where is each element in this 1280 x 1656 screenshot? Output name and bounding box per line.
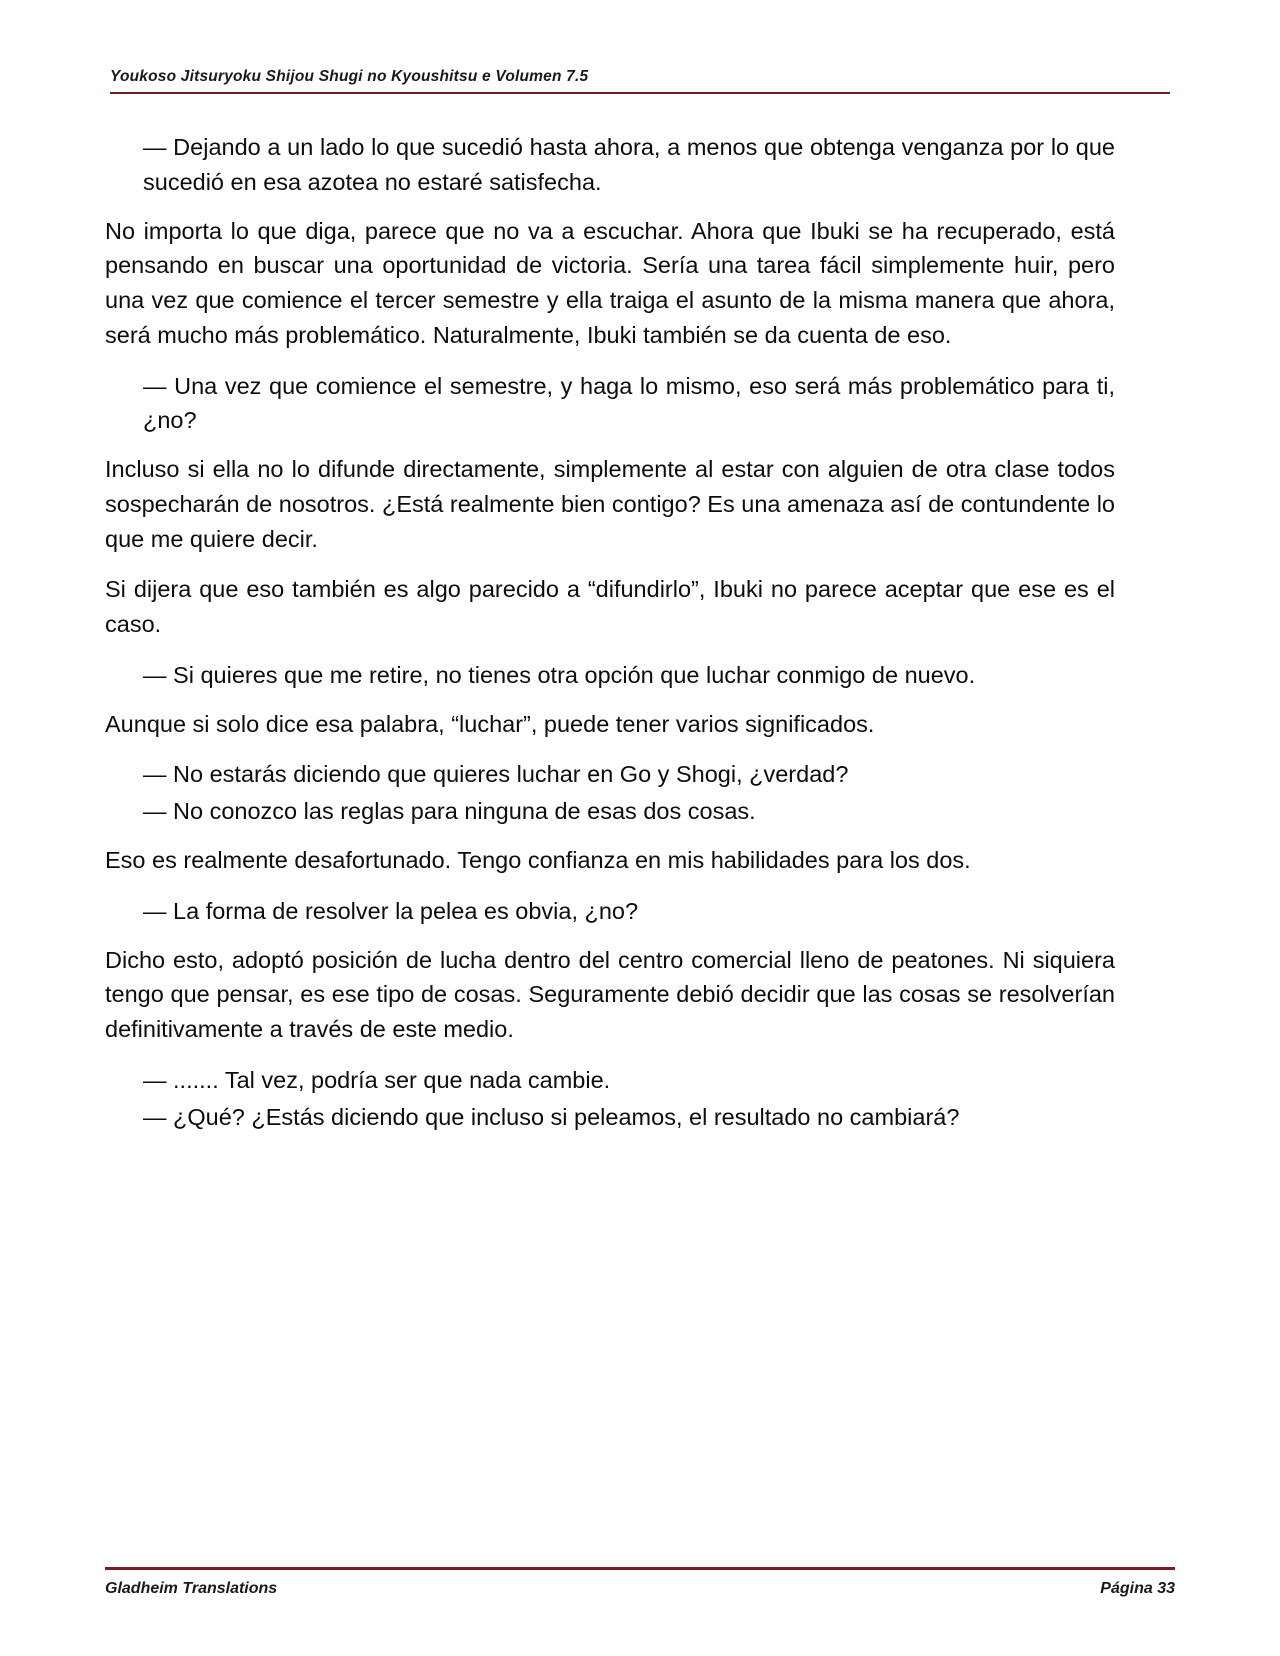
paragraph-dialogue: — Dejando a un lado lo que sucedió hasta ahora, a menos que obtenga venganza por lo que sucedió en esa azotea no estaré satisfecha. <box>143 134 1115 195</box>
footer-row <box>105 1580 1175 1598</box>
paragraph-dialogue: — No conozco las reglas para ninguna de esas dos cosas. <box>143 798 756 825</box>
paragraph-narration: Incluso si ella no lo difunde directamente, simplemente al estar con alguien de otra clase todos sospecharán de nosotros. ¿Está realmente bien contigo? Es una amenaza así de contundente lo que me quiere decir. <box>105 456 1115 552</box>
paragraph-narration: Eso es realmente desafortunado. Tengo confianza en mis habilidades para los dos. <box>105 847 971 874</box>
page-footer <box>105 1567 1175 1598</box>
paragraph-narration: Si dijera que eso también es algo parecido a “difundirlo”, Ibuki no parece aceptar que ese es el caso. <box>105 576 1115 638</box>
header-title: Youkoso Jitsuryoku Shijou Shugi no Kyoushitsu e Volumen 7.5 <box>110 68 589 85</box>
footer-translator-credit: Gladheim Translations <box>105 1580 278 1597</box>
page-header <box>110 68 1170 94</box>
paragraph-dialogue: — ¿Qué? ¿Estás diciendo que incluso si peleamos, el resultado no cambiará? <box>143 1103 960 1130</box>
page-body <box>105 130 1115 1148</box>
paragraph-dialogue: — Si quieres que me retire, no tienes otra opción que luchar conmigo de nuevo. <box>143 661 976 688</box>
paragraph-narration: No importa lo que diga, parece que no va a escuchar. Ahora que Ibuki se ha recuperado, está pensando en buscar una oportunidad de victoria. Sería una tarea fácil simplemente huir, pero una vez que comience el tercer semestre y ella traiga el asunto de la misma manera que ahora, será mucho más problemático. Naturalmente, Ibuki también se da cuenta de eso. <box>105 217 1115 348</box>
paragraph-dialogue: — La forma de resolver la pelea es obvia, ¿no? <box>143 897 639 924</box>
paragraph-dialogue: — No estarás diciendo que quieres luchar en Go y Shogi, ¿verdad? <box>143 761 849 788</box>
footer-divider <box>105 1567 1175 1570</box>
footer-page-number: Página 33 <box>1100 1580 1175 1597</box>
paragraph-dialogue: — Una vez que comience el semestre, y haga lo mismo, eso será más problemático para ti, ¿no? <box>143 372 1115 434</box>
paragraph-dialogue: — ....... Tal vez, podría ser que nada cambie. <box>143 1066 611 1093</box>
paragraph-narration: Aunque si solo dice esa palabra, “luchar”, puede tener varios significados. <box>105 710 875 737</box>
header-divider <box>110 92 1170 94</box>
paragraph-narration: Dicho esto, adoptó posición de lucha dentro del centro comercial lleno de peatones. Ni siquiera tengo que pensar, es ese tipo de cosas. Seguramente debió decidir que las cosas se resolverían definitivamente a través de este medio. <box>105 946 1115 1043</box>
